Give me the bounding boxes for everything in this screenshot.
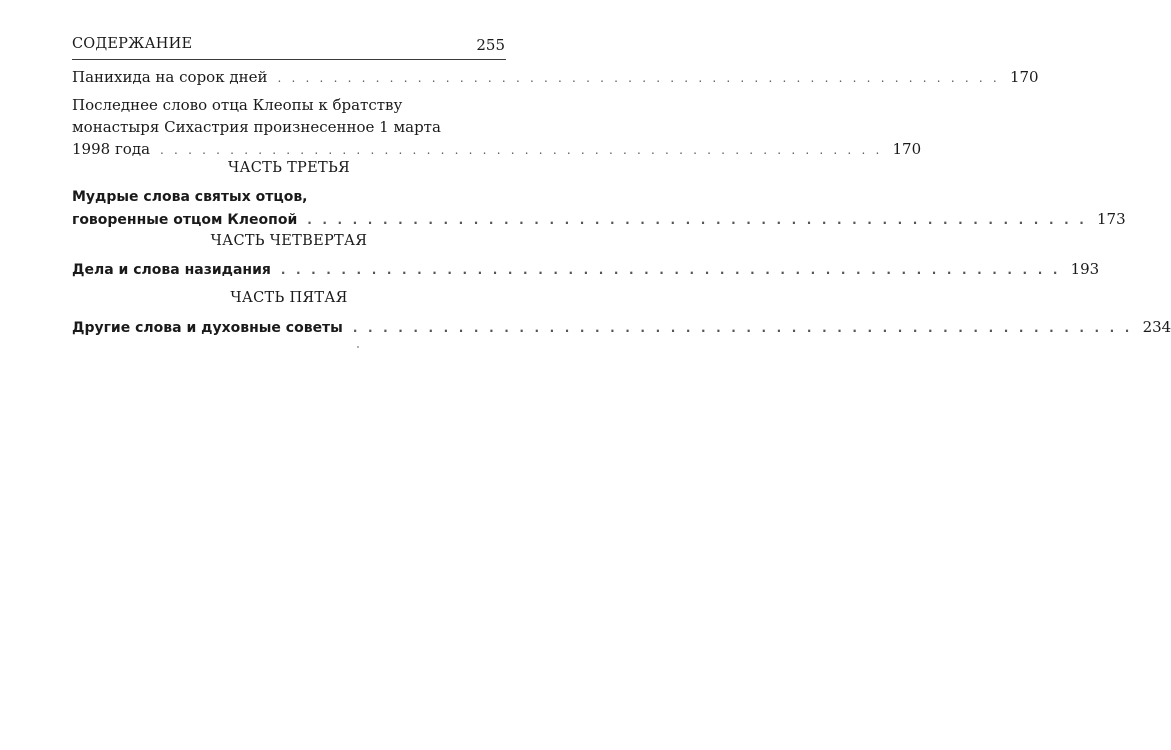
toc-entry-line xyxy=(72,258,1100,280)
toc-entry-page: 193 xyxy=(1070,260,1100,278)
running-header-title: СОДЕРЖАНИЕ xyxy=(72,36,193,52)
toc-entry-page: 173 xyxy=(1096,210,1126,228)
toc-entry-line: монастыря Сихастрия произнесенное 1 марта xyxy=(72,118,441,136)
toc-entry-title: говоренные отцом Клеопой xyxy=(72,212,298,228)
toc-entry-line xyxy=(72,316,1171,338)
toc-entry-page: 170 xyxy=(892,140,922,158)
toc-entry-line xyxy=(72,208,1126,230)
toc-entry-line: Мудрые слова святых отцов, xyxy=(72,189,308,205)
dot-leader: . . . . . . . . . . . . . . . . . . . . . . . . . . . . . . . . . . . . . . . . . . . . . . . . . . . . xyxy=(307,213,1087,227)
dot-leader: . . . . . . . . . . . . . . . . . . . . . . . . . . . . . . . . . . . . . . . . . . . . . . . . . . . . xyxy=(160,143,883,157)
toc-entry-title: Дела и слова назидания xyxy=(72,262,271,278)
toc-entry-page: 234 xyxy=(1142,318,1171,336)
toc-entry-line xyxy=(72,66,1039,88)
part-heading: ЧАСТЬ ТРЕТЬЯ xyxy=(227,160,351,176)
paper-speck xyxy=(357,346,359,348)
dot-leader: . . . . . . . . . . . . . . . . . . . . . . . . . . . . . . . . . . . . . . . . . . . . . . . . . . . . xyxy=(280,263,1061,277)
toc-entry-title: 1998 года xyxy=(72,140,151,158)
running-header xyxy=(72,36,505,58)
toc-entry-page: 170 xyxy=(1009,68,1039,86)
page-number: 255 xyxy=(476,36,505,54)
part-heading: ЧАСТЬ ЧЕТВЕРТАЯ xyxy=(210,233,368,249)
toc-entry xyxy=(72,316,1171,338)
toc-entry-title: Панихида на сорок дней xyxy=(72,68,268,86)
toc-entry-title: Другие слова и духовные советы xyxy=(72,320,343,336)
toc-entry xyxy=(72,258,1100,280)
header-rule xyxy=(72,59,506,60)
toc-entry-line xyxy=(72,138,922,160)
dot-leader: . . . . . . . . . . . . . . . . . . . . . . . . . . . . . . . . . . . . . . . . . . . . . . . . . . . . xyxy=(352,321,1133,335)
toc-entry xyxy=(72,94,922,160)
dot-leader: . . . . . . . . . . . . . . . . . . . . . . . . . . . . . . . . . . . . . . . . . . . . . . . . . . . . xyxy=(277,71,1000,85)
toc-entry xyxy=(72,66,1039,88)
part-heading: ЧАСТЬ ПЯТАЯ xyxy=(230,290,348,306)
toc-entry xyxy=(72,186,1126,230)
toc-entry-line: Последнее слово отца Клеопы к братству xyxy=(72,96,403,114)
